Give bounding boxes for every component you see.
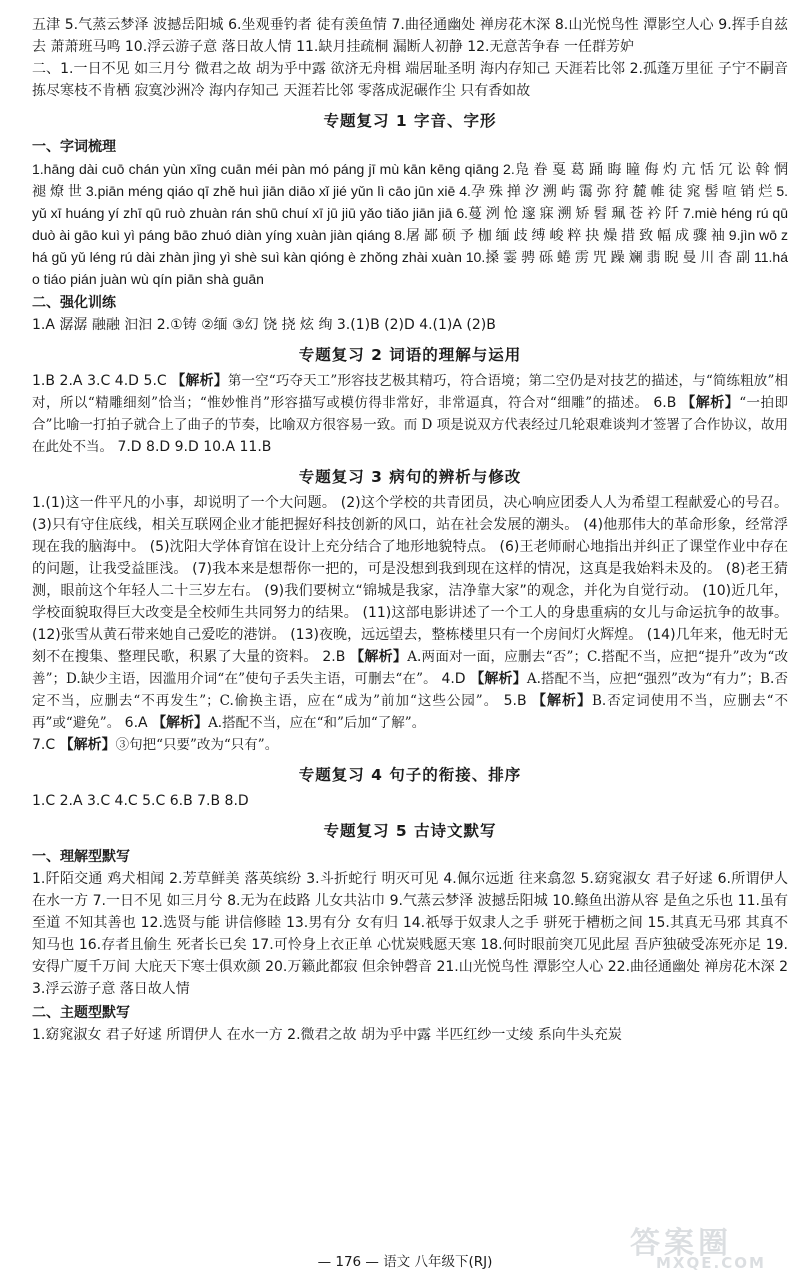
- answer-text: 4.D: [436, 671, 471, 687]
- analysis-tag: 【解析】: [532, 693, 593, 709]
- answer-text: 2.B: [322, 649, 351, 665]
- subheading-theme-dictation: 二、主题型默写: [32, 1005, 130, 1021]
- comprehension-dictation-answers: 1.阡陌交通 鸡犬相闻 2.芳草鲜美 落英缤纷 3.斗折蛇行 明灭可见 4.佩尔远逝 往来翕忽 5.窈窕淑女 君子好逑 6.所谓伊人 在水一方 7.一日不见 如三月兮 8.无为在歧路 儿女共沾巾 9.气蒸云梦泽 波撼岳阳城 10.鲦鱼出游从容 是鱼之乐也 11.虽有至道 不知其善也 12.选贤与能 讲信修睦 13.男有分 女有归 14.祇辱于奴隶人之手 骈死于槽枥之间 15.其真无马邪 其真不知马也 16.存者且偷生 死者长已矣 17.可怜身上衣正单 心忧炭贱愿天寒 18.何时眼前突兀见此屋 吾庐独破受冻死亦足 19.安得广厦千万间 大庇天下寒士俱欢颜 20.万籁此都寂 但余钟磬音 21.山光悦鸟性 潭影空人心 22.曲径通幽处 禅房花木深 23.浮云游子意 落日故人情: [32, 871, 788, 997]
- section-title-4: 专题复习 4 句子的衔接、排序: [298, 766, 522, 784]
- analysis-tag: 【解析】: [470, 671, 527, 687]
- section-4-answers: 1.C 2.A 3.C 4.C 5.C 6.B 7.B 8.D: [32, 793, 249, 809]
- answer-text: 5.B: [498, 693, 533, 709]
- answer-text: 7.C: [32, 737, 60, 753]
- analysis-text: A.两面对一面，应删去“否”；C.搭配不当，应把“提升”改为“改善”；D.缺少主语，因滥用介词“在”使句子丢失主语，可删去“在”。: [32, 649, 789, 687]
- analysis-text: B.否定词使用不当，应删去“不再”或“避免”。: [32, 693, 788, 731]
- analysis-tag: 【解析】: [59, 737, 116, 753]
- subheading-practice: 二、强化训练: [32, 295, 116, 311]
- analysis-tag: 【解析】: [350, 649, 408, 665]
- section-3-answers: [32, 492, 788, 756]
- watermark-text: 答案圈: [630, 1226, 732, 1261]
- section-2-answers: [32, 370, 788, 458]
- answer-text: 6.A: [120, 715, 153, 731]
- analysis-text: 第一空“巧夺天工”形容技艺极其精巧，符合语境；第二空仍是对技艺的描述，与“简练粗放”相对，所以“精雕细刻”恰当；“惟妙惟肖”形容描写或模仿得非常好，非常逼真，符合对“细雕”的描述。: [32, 373, 788, 411]
- analysis-text: “一拍即合”比喻一打拍子就合上了曲子的节奏，比喻双方很容易一致。而 D 项是说双方代表经过几轮艰难谈判才签署了合作协议，故用在此处不当。: [32, 395, 788, 455]
- answer-text: 1.B 2.A 3.C 4.D 5.C: [32, 373, 172, 389]
- watermark-logo: [616, 1216, 806, 1276]
- answer-text: 1.(1)这一件平凡的小事，却说明了一个大问题。 (2)这个学校的共青团员，决心响应团委人人为希望工程献爱心的号召。 (3)只有守住底线，相关互联网企业才能把握好科技创新的风口，站在社会发展的潮头。 (4)他那伟大的革命形象，经常浮现在我的脑海中。 (5)沈阳大学体育馆在设计上充分结合了地形地貌特点。 (6)王老师耐心地指出并纠正了课堂作业中存在的问题，让我受益匪浅。 (7)我本来是想帮你一把的，可是没想到我到现在这样的情况，这真是我始料未及的。 (8)老王猜测，眼前这个年轻人二十三岁左右。 (9)我们要树立“锦城是我家，洁净靠大家”的观念，并化为自觉行动。 (10)近几年，学校面貌取得巨大改变是全校师生共同努力的结果。 (11)这部电影讲述了一个工人的身患重病的女儿与命运抗争的故事。 (12)张雪从黄石带来她自己爱吃的港饼。 (13)夜晚，远远望去，整栋楼里只有一个房间灯火辉煌。 (14)几年来，他无时无刻不在搜集、整理民歌，积累了大量的资料。: [32, 495, 788, 665]
- section-title-2: 专题复习 2 词语的理解与运用: [298, 346, 522, 364]
- page-footer: — 176 — 语文 八年级下(RJ): [317, 1254, 493, 1270]
- continued-answers-top: 五津 5.气蒸云梦泽 波撼岳阳城 6.坐观垂钓者 徒有羡鱼情 7.曲径通幽处 禅房花木深 8.山光悦鸟性 潭影空人心 9.挥手自兹去 萧萧班马鸣 10.浮云游子意 落日故人情 11.缺月挂疏桐 漏断人初静 12.无意苦争春 一任群芳妒: [32, 17, 788, 55]
- continued-answers-part2: 二、1.一日不见 如三月兮 微君之故 胡为乎中露 欲济无舟楫 端居耻圣明 海内存知己 天涯若比邻 2.孤蓬万里征 子宁不嗣音 拣尽寒枝不肯栖 寂寞沙洲冷 海内存知己 天涯若比邻 零落成泥碾作尘 只有香如故: [32, 61, 788, 99]
- answer-text: 7.D 8.D 9.D 10.A 11.B: [113, 439, 272, 455]
- analysis-tag: 【解析】: [152, 715, 209, 731]
- theme-dictation-answers: 1.窈窕淑女 君子好逑 所谓伊人 在水一方 2.微君之故 胡为乎中露 半匹红纱一丈绫 系向牛头充炭: [32, 1027, 622, 1043]
- analysis-text: ③句把“只要”改为“只有”。: [115, 737, 279, 753]
- section-title-5: 专题复习 5 古诗文默写: [323, 822, 497, 840]
- section-title-3: 专题复习 3 病句的辨析与修改: [298, 468, 522, 486]
- answer-page: [32, 14, 788, 1046]
- subheading-word-review: 一、字词梳理: [32, 139, 116, 155]
- analysis-tag: 【解析】: [171, 373, 228, 389]
- analysis-text: A.搭配不当，应在“和”后加“了解”。: [208, 715, 426, 731]
- practice-answers: 1.A 潺潺 融融 汩汩 2.①铸 ②缅 ③幻 饶 挠 炫 绚 3.(1)B (2)D 4.(1)A (2)B: [32, 317, 496, 333]
- analysis-tag: 【解析】: [681, 395, 740, 411]
- word-review-answers: 1.hāng dài cuō chán yùn xīng cuān méi pàn mó páng jī mù kān kēng qiāng 2.凫 眷 戛 葛 踊 晦 瞳 侮 灼 亢 恬 冗 讼 斡 惘 褪 燎 世 3.piān méng qiáo qī zhě huì jiān diāo xǐ jié yǔn lì cāo jūn xiē 4.孕 殊 掸 汐 溯 屿 霭 弥 狩 麓 帷 徒 窕 髻 喧 销 烂 5.yǔ xī huáng yí zhī qū ruò zhuàn rán shū chuí xī jū jiū yǎo tiǎo jiān jiā 6.蔓 洌 怆 邃 寐 溯 矫 髫 珮 苍 衿 阡 7.miè héng rú qū duò ài gāo kuì yì páng bāo zhuó diàn yíng xuàn jiàn qiáng 8.屠 鄙 硕 予 枷 缅 歧 缚 峻 粹 抉 燥 措 致 幅 成 骤 袖 9.jìn wō zhá gǔ yǔ léng rú dài zhàn jìng yì shè suì kàn qióng è zhǒng zhài xuàn 10.搡 霎 骋 砾 蜷 雳 咒 躁 斓 翡 睨 曼 川 杳 副 11.háo tiáo pián juàn wù qín piān shà guān: [32, 161, 788, 287]
- section-title-1: 专题复习 1 字音、字形: [323, 112, 497, 130]
- subheading-comprehension-dictation: 一、理解型默写: [32, 849, 130, 865]
- watermark-url: MXQE.COM: [656, 1254, 766, 1272]
- answer-text: 6.B: [648, 395, 682, 411]
- analysis-text: A.搭配不当，应把“强烈”改为“有力”；B.否定不当，应删去“不再发生”；C.偷换主语，应在“成为”前加“这些公园”。: [32, 671, 788, 709]
